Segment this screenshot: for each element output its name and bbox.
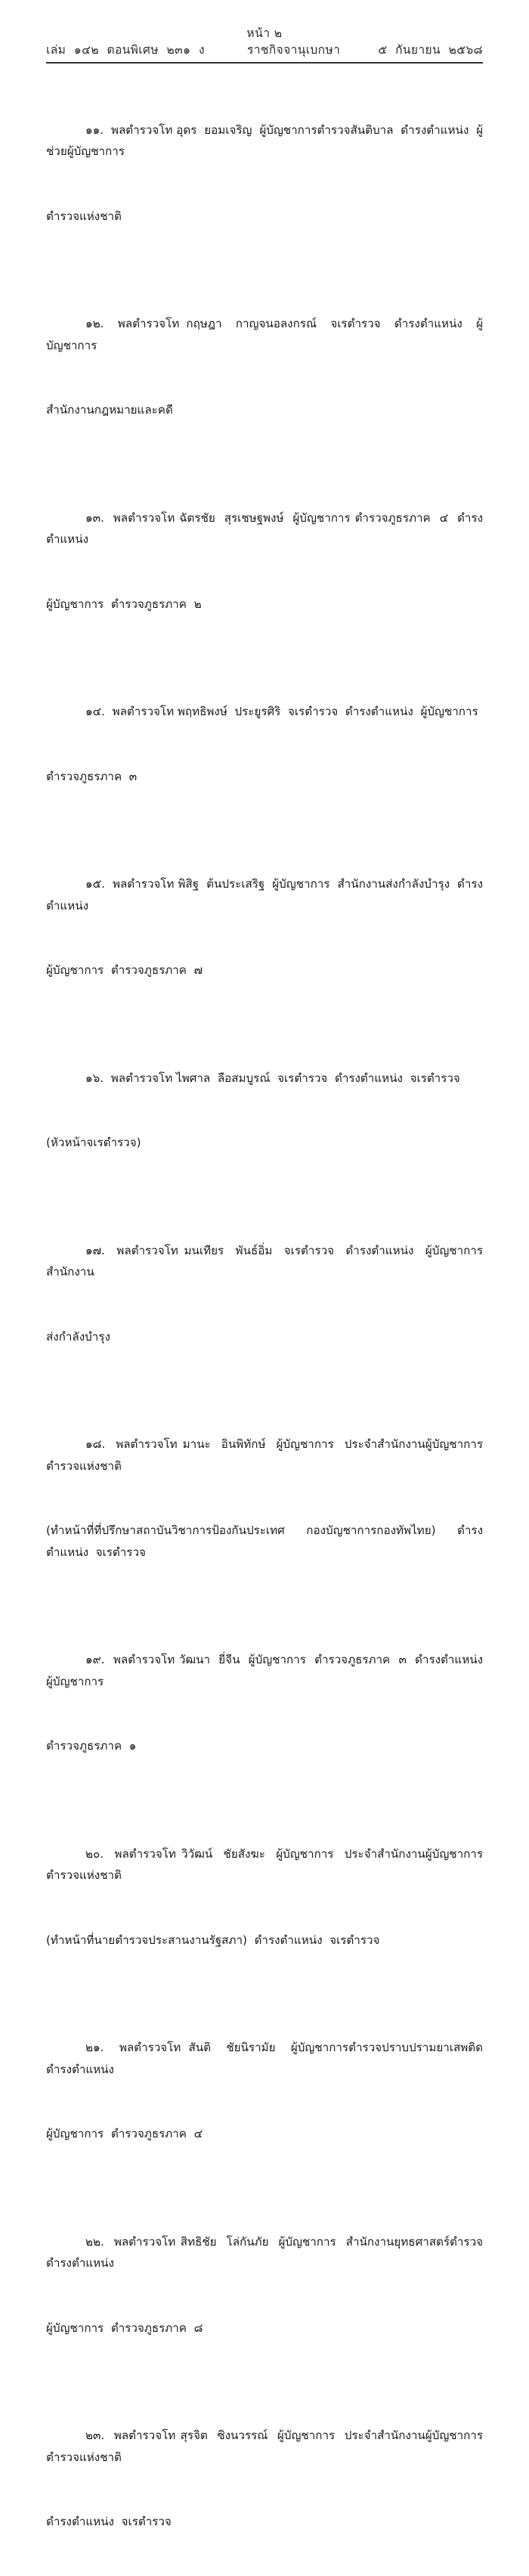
list-item: [46, 76, 483, 271]
entry-line-continuation: ผู้บัญชาการ ตำรวจภูธรภาค ๒: [46, 597, 202, 611]
entry-line-continuation: ส่งกำลังบำรุง: [46, 1329, 110, 1344]
list-item: [46, 464, 483, 659]
entry-line-primary: ๒๒. พลตำรวจโท สิทธิชัย โล่กันภัย ผู้บัญชาการ สำนักงานยุทธศาสตร์ตำรวจ ดำรงตำแหน่ง: [46, 2234, 490, 2271]
publication-date: ๕ กันยายน ๒๕๖๘: [378, 42, 483, 57]
page-number-label: หน้า ๒: [246, 26, 283, 40]
list-item: [46, 1197, 490, 1391]
entry-line-primary: ๑๑. พลตำรวจโท อุดร ยอมเจริญ ผู้บัญชาการตำรวจสันติบาล ดำรงตำแหน่ง ผู้ช่วยผู้บัญชาการ: [46, 122, 483, 159]
entry-line-primary: ๑๓. พลตำรวจโท ฉัตรชัย สุรเชษฐพงษ์ ผู้บัญชาการ ตำรวจภูธรภาค ๔ ดำรงตำแหน่ง: [46, 510, 483, 547]
list-item: [46, 1994, 490, 2188]
list-item: [46, 2188, 490, 2382]
entry-line-continuation: ตำรวจภูธรภาค ๑: [46, 1739, 137, 1753]
page-header: [46, 0, 483, 58]
entry-line-primary: ๑๔. พลตำรวจโท พฤทธิพงษ์ ประยูรศิริ จเรตำรวจ ดำรงตำแหน่ง ผู้บัญชาการ: [85, 705, 478, 719]
entry-line-primary: ๑๖. พลตำรวจโท ไพศาล ลือสมบูรณ์ จเรตำรวจ ดำรงตำแหน่ง จเรตำรวจ: [85, 1071, 460, 1085]
entry-line-continuation: ผู้บัญชาการ ตำรวจภูธรภาค ๔: [46, 2127, 203, 2141]
entry-line-primary: ๑๕. พลตำรวจโท พิสิฐ ต้นประเสริฐ ผู้บัญชาการ สำนักงานส่งกำลังบำรุง ดำรงตำแหน่ง: [46, 877, 483, 913]
entry-line-continuation: ตำรวจแห่งชาติ: [46, 209, 122, 223]
list-item: [46, 1390, 483, 1606]
entry-line-primary: ๑๒. พลตำรวจโท กฤษฎา กาญจนอลงกรณ์ จเรตำรวจ ดำรงตำแหน่ง ผู้บัญชาการ: [46, 317, 483, 352]
list-item: [46, 1025, 483, 1197]
list-item: [46, 2382, 483, 2576]
list-item: [46, 270, 483, 464]
entry-line-continuation: (ทำหน้าที่นายตำรวจประสานงานรัฐสภา) ดำรงตำแหน่ง จเรตำรวจ: [46, 1933, 380, 1947]
document-body: [46, 64, 490, 2576]
list-item: [46, 830, 483, 1025]
list-item: [46, 1606, 490, 1800]
entry-line-continuation: ดำรงตำแหน่ง จเรตำรวจ: [46, 2515, 172, 2529]
entry-line-primary: ๒๓. พลตำรวจโท สุรจิต ซิงนวรรณ์ ผู้บัญชาการ ประจำสำนักงานผู้บัญชาการตำรวจแห่งชาติ: [46, 2429, 483, 2464]
entry-line-primary: ๑๘. พลตำรวจโท มานะ อินพิทักษ์ ผู้บัญชาการ ประจำสำนักงานผู้บัญชาการตำรวจแห่งชาติ: [46, 1437, 483, 1473]
entry-line-continuation: สำนักงานกฎหมายและคดี: [46, 403, 173, 417]
entry-line-primary: ๑๙. พลตำรวจโท วัฒนา ยี่จีน ผู้บัญชาการ ตำรวจภูธรภาค ๓ ดำรงตำแหน่ง ผู้บัญชาการ: [46, 1653, 490, 1688]
gazette-title: ราชกิจจานุเบกษา: [247, 42, 341, 57]
entry-line-continuation: (ทำหน้าที่ที่ปรึกษาสถาบันวิชาการป้องกันประเทศ กองบัญชาการกองทัพไทย) ดำรงตำแหน่ง จเรตำรวจ: [46, 1524, 483, 1559]
entry-line-primary: ๒๑. พลตำรวจโท สันติ ชัยนิรามัย ผู้บัญชาการตำรวจปราบปรามยาเสพติด ดำรงตำแหน่ง: [46, 2041, 490, 2076]
entry-line-continuation: (หัวหน้าจเรตำรวจ): [46, 1136, 141, 1150]
volume-issue-label: เล่ม ๑๔๒ ตอนพิเศษ ๒๓๑ ง: [46, 42, 205, 57]
list-item: [46, 1800, 483, 1995]
header-row: [46, 42, 483, 58]
entry-line-continuation: ผู้บัญชาการ ตำรวจภูธรภาค ๘: [46, 2320, 203, 2335]
entry-line-continuation: ตำรวจภูธรภาค ๓: [46, 769, 138, 783]
entry-line-primary: ๒๐. พลตำรวจโท วิวัฒน์ ชัยสังฆะ ผู้บัญชาการ ประจำสำนักงานผู้บัญชาการตำรวจแห่งชาติ: [46, 1846, 483, 1883]
entry-line-primary: ๑๗. พลตำรวจโท มนเทียร พันธ์อิ่ม จเรตำรวจ ดำรงตำแหน่ง ผู้บัญชาการ สำนักงาน: [46, 1243, 490, 1279]
entry-line-continuation: ผู้บัญชาการ ตำรวจภูธรภาค ๗: [46, 963, 203, 978]
list-item: [46, 658, 483, 830]
